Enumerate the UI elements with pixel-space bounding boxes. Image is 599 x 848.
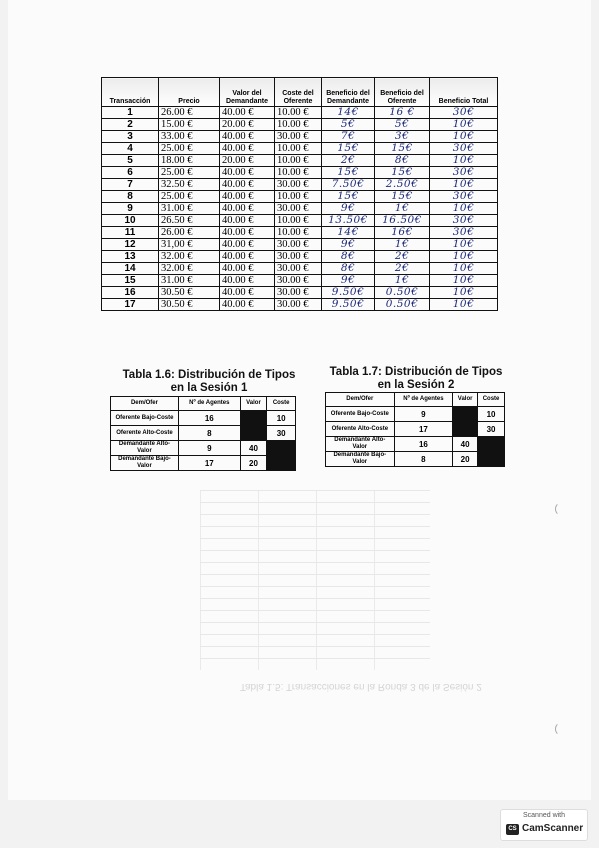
col-valor-demandante: Valor del Demandante — [220, 78, 275, 107]
cell-precio: 30.50 € — [159, 299, 220, 311]
cell-transaccion: 9 — [102, 203, 159, 215]
cell-coste-oferente: 10.00 € — [275, 167, 322, 179]
cell-coste: 30 — [478, 422, 505, 437]
bleed-through-caption: Tabla 1.5: Transacciones en la Ronda 3 de la Sesión 2 — [240, 681, 482, 692]
cell-coste-oferente: 10.00 € — [275, 215, 322, 227]
header-row — [326, 393, 505, 407]
cell-valor-demandante: 40.00 € — [220, 131, 275, 143]
cell-beneficio-total: 30€ — [430, 143, 498, 155]
cell-agents: 8 — [178, 426, 240, 441]
table-row — [102, 143, 498, 155]
cell-valor-demandante: 40.00 € — [220, 107, 275, 119]
col-beneficio-demandante: Beneficio del Demandante — [322, 78, 375, 107]
col-coste: Coste — [478, 393, 505, 407]
cell-valor-demandante: 40.00 € — [220, 239, 275, 251]
col-coste-oferente: Coste del Oferente — [275, 78, 322, 107]
cell-beneficio-demandante: 14€ — [322, 227, 375, 239]
hole-punch-mark — [555, 722, 569, 736]
cell-type-label: Demandante Alto-Valor — [111, 441, 179, 456]
table-row — [111, 426, 296, 441]
cell-precio: 26.00 € — [159, 107, 220, 119]
scanner-watermark — [500, 809, 588, 841]
cell-beneficio-total: 30€ — [430, 107, 498, 119]
table-row — [111, 411, 296, 426]
cell-precio: 31.00 € — [159, 275, 220, 287]
cell-beneficio-demandante: 15€ — [322, 191, 375, 203]
cell-coste: 10 — [478, 407, 505, 422]
cell-agents: 9 — [394, 407, 453, 422]
bleed-through-table — [200, 490, 430, 670]
cell-agents: 17 — [394, 422, 453, 437]
cell-type-label: Demandante Bajo-Valor — [111, 456, 179, 471]
table-row — [102, 287, 498, 299]
col-dem-ofer: Dem/Ofer — [111, 397, 179, 411]
col-valor: Valor — [453, 393, 478, 407]
col-beneficio-oferente: Beneficio del Oferente — [375, 78, 430, 107]
cell-beneficio-oferente: 16€ — [375, 227, 430, 239]
cell-coste-oferente: 30.00 € — [275, 299, 322, 311]
cell-beneficio-oferente: 16.50€ — [375, 215, 430, 227]
table-row — [102, 131, 498, 143]
cell-coste-oferente: 10.00 € — [275, 107, 322, 119]
cell-transaccion: 2 — [102, 119, 159, 131]
cell-transaccion: 4 — [102, 143, 159, 155]
cell-precio: 25.00 € — [159, 143, 220, 155]
cell-precio: 32.00 € — [159, 263, 220, 275]
table-row — [102, 251, 498, 263]
cell-type-label: Oferente Alto-Coste — [111, 426, 179, 441]
cell-type-label: Oferente Alto-Coste — [326, 422, 395, 437]
cell-coste-oferente: 30.00 € — [275, 287, 322, 299]
cell-beneficio-demandante: 5€ — [322, 119, 375, 131]
cell-transaccion: 17 — [102, 299, 159, 311]
cell-beneficio-oferente: 2.50€ — [375, 179, 430, 191]
cell-coste: 10 — [267, 411, 296, 426]
cell-transaccion: 16 — [102, 287, 159, 299]
cell-beneficio-demandante: 9€ — [322, 203, 375, 215]
table-row — [102, 227, 498, 239]
cell-beneficio-demandante: 9€ — [322, 275, 375, 287]
header-row — [111, 397, 296, 411]
cell-valor — [240, 411, 267, 426]
cell-coste-oferente: 30.00 € — [275, 275, 322, 287]
cell-beneficio-oferente: 2€ — [375, 251, 430, 263]
table-1-7 — [325, 392, 505, 467]
table-row — [102, 215, 498, 227]
table-row — [102, 191, 498, 203]
cell-beneficio-total: 30€ — [430, 167, 498, 179]
cell-type-label: Demandante Bajo-Valor — [326, 452, 395, 467]
table-row — [326, 437, 505, 452]
table-row — [102, 107, 498, 119]
cell-beneficio-total: 30€ — [430, 227, 498, 239]
cell-coste-oferente: 30.00 € — [275, 131, 322, 143]
col-transaccion: Transacción — [102, 78, 159, 107]
cell-precio: 25.00 € — [159, 191, 220, 203]
cell-transaccion: 12 — [102, 239, 159, 251]
cell-precio: 15.00 € — [159, 119, 220, 131]
cell-coste — [478, 452, 505, 467]
cell-coste-oferente: 30.00 € — [275, 239, 322, 251]
cell-beneficio-oferente: 15€ — [375, 191, 430, 203]
cell-precio: 31.00 € — [159, 203, 220, 215]
cell-beneficio-oferente: 1€ — [375, 203, 430, 215]
cell-beneficio-oferente: 1€ — [375, 275, 430, 287]
cell-coste: 30 — [267, 426, 296, 441]
cell-coste-oferente: 30.00 € — [275, 203, 322, 215]
cell-transaccion: 5 — [102, 155, 159, 167]
cell-valor-demandante: 40.00 € — [220, 263, 275, 275]
cell-beneficio-demandante: 9.50€ — [322, 299, 375, 311]
table-row — [102, 179, 498, 191]
table-row — [111, 441, 296, 456]
cell-beneficio-oferente: 5€ — [375, 119, 430, 131]
table-row — [326, 407, 505, 422]
cell-agents: 8 — [394, 452, 453, 467]
cell-transaccion: 15 — [102, 275, 159, 287]
table-row — [102, 119, 498, 131]
table-1-7-title: Tabla 1.7: Distribución de Tipos en la Sesión 2 — [329, 366, 503, 391]
cell-beneficio-total: 10€ — [430, 299, 498, 311]
cell-beneficio-demandante: 7€ — [322, 131, 375, 143]
cell-transaccion: 13 — [102, 251, 159, 263]
cell-beneficio-demandante: 2€ — [322, 155, 375, 167]
cell-type-label: Oferente Bajo-Coste — [326, 407, 395, 422]
cell-beneficio-oferente: 15€ — [375, 167, 430, 179]
table-row — [102, 275, 498, 287]
cell-agents: 16 — [178, 411, 240, 426]
cell-precio: 30.50 € — [159, 287, 220, 299]
cell-coste-oferente: 10.00 € — [275, 227, 322, 239]
cell-coste-oferente: 30.00 € — [275, 179, 322, 191]
cell-beneficio-total: 30€ — [430, 191, 498, 203]
table-row — [326, 422, 505, 437]
cell-coste-oferente: 10.00 € — [275, 119, 322, 131]
cell-beneficio-demandante: 15€ — [322, 143, 375, 155]
cell-beneficio-demandante: 9.50€ — [322, 287, 375, 299]
cell-beneficio-demandante: 7.50€ — [322, 179, 375, 191]
table-row — [326, 452, 505, 467]
cell-beneficio-oferente: 2€ — [375, 263, 430, 275]
table-row — [102, 203, 498, 215]
cell-coste-oferente: 30.00 € — [275, 263, 322, 275]
cell-beneficio-oferente: 15€ — [375, 143, 430, 155]
cell-coste — [267, 441, 296, 456]
cell-beneficio-total: 10€ — [430, 287, 498, 299]
cell-valor — [240, 426, 267, 441]
transactions-table — [101, 77, 498, 311]
cell-valor: 20 — [453, 452, 478, 467]
cell-coste-oferente: 30.00 € — [275, 251, 322, 263]
cell-valor-demandante: 40.00 € — [220, 227, 275, 239]
col-valor: Valor — [240, 397, 267, 411]
cell-beneficio-total: 10€ — [430, 203, 498, 215]
cell-transaccion: 8 — [102, 191, 159, 203]
col-beneficio-total: Beneficio Total — [430, 78, 498, 107]
cell-precio: 33.00 € — [159, 131, 220, 143]
cell-transaccion: 6 — [102, 167, 159, 179]
cell-precio: 18.00 € — [159, 155, 220, 167]
cell-transaccion: 3 — [102, 131, 159, 143]
cell-valor-demandante: 20.00 € — [220, 119, 275, 131]
cell-beneficio-total: 10€ — [430, 155, 498, 167]
cell-valor-demandante: 40.00 € — [220, 203, 275, 215]
scanned-with-label: Scanned with — [522, 812, 566, 819]
cell-beneficio-demandante: 8€ — [322, 251, 375, 263]
cell-beneficio-demandante: 8€ — [322, 263, 375, 275]
cell-beneficio-oferente: 1€ — [375, 239, 430, 251]
table-row — [102, 155, 498, 167]
table-row — [111, 456, 296, 471]
cell-transaccion: 10 — [102, 215, 159, 227]
cell-precio: 26.50 € — [159, 215, 220, 227]
cell-valor-demandante: 40.00 € — [220, 167, 275, 179]
cell-valor-demandante: 20.00 € — [220, 155, 275, 167]
cell-beneficio-demandante: 15€ — [322, 167, 375, 179]
cell-beneficio-total: 30€ — [430, 215, 498, 227]
cell-valor-demandante: 40.00 € — [220, 275, 275, 287]
col-agentes: Nº de Agentes — [394, 393, 453, 407]
cell-transaccion: 7 — [102, 179, 159, 191]
cell-valor: 40 — [240, 441, 267, 456]
cell-beneficio-total: 10€ — [430, 119, 498, 131]
cell-precio: 31,00 € — [159, 239, 220, 251]
col-coste: Coste — [267, 397, 296, 411]
cell-valor-demandante: 40.00 € — [220, 179, 275, 191]
cell-agents: 17 — [178, 456, 240, 471]
cell-beneficio-oferente: 16 € — [375, 107, 430, 119]
cell-beneficio-demandante: 13.50€ — [322, 215, 375, 227]
cell-type-label: Demandante Alto-Valor — [326, 437, 395, 452]
cell-transaccion: 14 — [102, 263, 159, 275]
table-row — [102, 239, 498, 251]
table-1-6-title: Tabla 1.6: Distribución de Tipos en la Sesión 1 — [122, 369, 296, 394]
cell-precio: 32.50 € — [159, 179, 220, 191]
cell-valor — [453, 407, 478, 422]
cell-valor-demandante: 40.00 € — [220, 299, 275, 311]
cell-agents: 16 — [394, 437, 453, 452]
cell-valor: 20 — [240, 456, 267, 471]
cell-beneficio-oferente: 3€ — [375, 131, 430, 143]
hole-punch-mark — [555, 502, 569, 516]
cell-valor-demandante: 40.00 € — [220, 251, 275, 263]
cell-valor — [453, 422, 478, 437]
cell-beneficio-oferente: 0.50€ — [375, 287, 430, 299]
cell-precio: 32.00 € — [159, 251, 220, 263]
col-agentes: Nº de Agentes — [178, 397, 240, 411]
table-row — [102, 167, 498, 179]
cell-beneficio-total: 10€ — [430, 275, 498, 287]
cell-coste — [267, 456, 296, 471]
cell-agents: 9 — [178, 441, 240, 456]
cell-valor-demandante: 40.00 € — [220, 143, 275, 155]
table-row — [102, 263, 498, 275]
cell-beneficio-oferente: 8€ — [375, 155, 430, 167]
cell-coste — [478, 437, 505, 452]
cell-type-label: Oferente Bajo-Coste — [111, 411, 179, 426]
cell-beneficio-demandante: 9€ — [322, 239, 375, 251]
header-row — [102, 78, 498, 107]
cell-beneficio-demandante: 14€ — [322, 107, 375, 119]
cell-valor: 40 — [453, 437, 478, 452]
cell-valor-demandante: 40.00 € — [220, 287, 275, 299]
camscanner-logo-icon: CS — [506, 824, 519, 835]
cell-precio: 26.00 € — [159, 227, 220, 239]
cell-beneficio-total: 10€ — [430, 263, 498, 275]
cell-valor-demandante: 40.00 € — [220, 215, 275, 227]
table-row — [102, 299, 498, 311]
cell-coste-oferente: 10.00 € — [275, 143, 322, 155]
col-dem-ofer: Dem/Ofer — [326, 393, 395, 407]
cell-beneficio-oferente: 0.50€ — [375, 299, 430, 311]
cell-beneficio-total: 10€ — [430, 239, 498, 251]
cell-transaccion: 1 — [102, 107, 159, 119]
cell-beneficio-total: 10€ — [430, 131, 498, 143]
cell-precio: 25.00 € — [159, 167, 220, 179]
cell-transaccion: 11 — [102, 227, 159, 239]
cell-beneficio-total: 10€ — [430, 251, 498, 263]
table-1-6 — [110, 396, 296, 471]
cell-beneficio-total: 10€ — [430, 179, 498, 191]
cell-coste-oferente: 10.00 € — [275, 191, 322, 203]
cell-coste-oferente: 10.00 € — [275, 155, 322, 167]
col-precio: Precio — [159, 78, 220, 107]
cell-valor-demandante: 40.00 € — [220, 191, 275, 203]
camscanner-brand: CamScanner — [522, 823, 584, 834]
